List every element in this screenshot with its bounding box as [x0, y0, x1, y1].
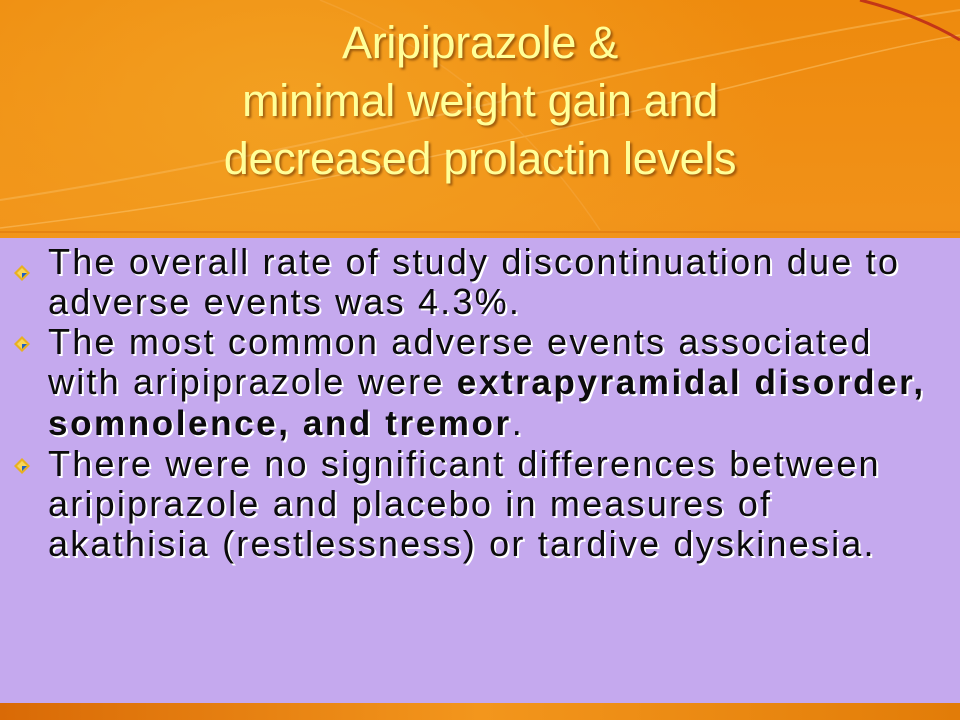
bullet-text-2-after: . [511, 402, 524, 443]
bullet-item-akathisia [0, 444, 960, 564]
diamond-bullet-icon [14, 265, 30, 281]
diamond-bullet-icon [14, 336, 30, 352]
title-line-3: decreased prolactin levels [223, 133, 737, 184]
bullet-item-discontinuation [0, 242, 960, 322]
bullet-text-2-before: The most common adverse events associated with aripiprazole were [48, 321, 873, 402]
bullet-text-3: There were no significant differences between aripiprazole and placebo in measures of akathisia (restlessness) or tardive dyskinesia. [48, 443, 881, 564]
bullet-text-1: The overall rate of study discontinuation due to adverse events was 4.3%. [48, 241, 901, 322]
bullet-item-adverse-events [0, 322, 960, 444]
title-line-1: Aripiprazole & [342, 17, 618, 68]
slide-title [0, 14, 960, 188]
bottom-decorative-band [0, 703, 960, 720]
bullet-text-2-bold: extrapyramidal disorder, somnolence, and tremor [48, 363, 926, 443]
diamond-bullet-icon [14, 458, 30, 474]
bullet-list [0, 240, 960, 564]
title-line-2: minimal weight gain and [242, 75, 718, 126]
